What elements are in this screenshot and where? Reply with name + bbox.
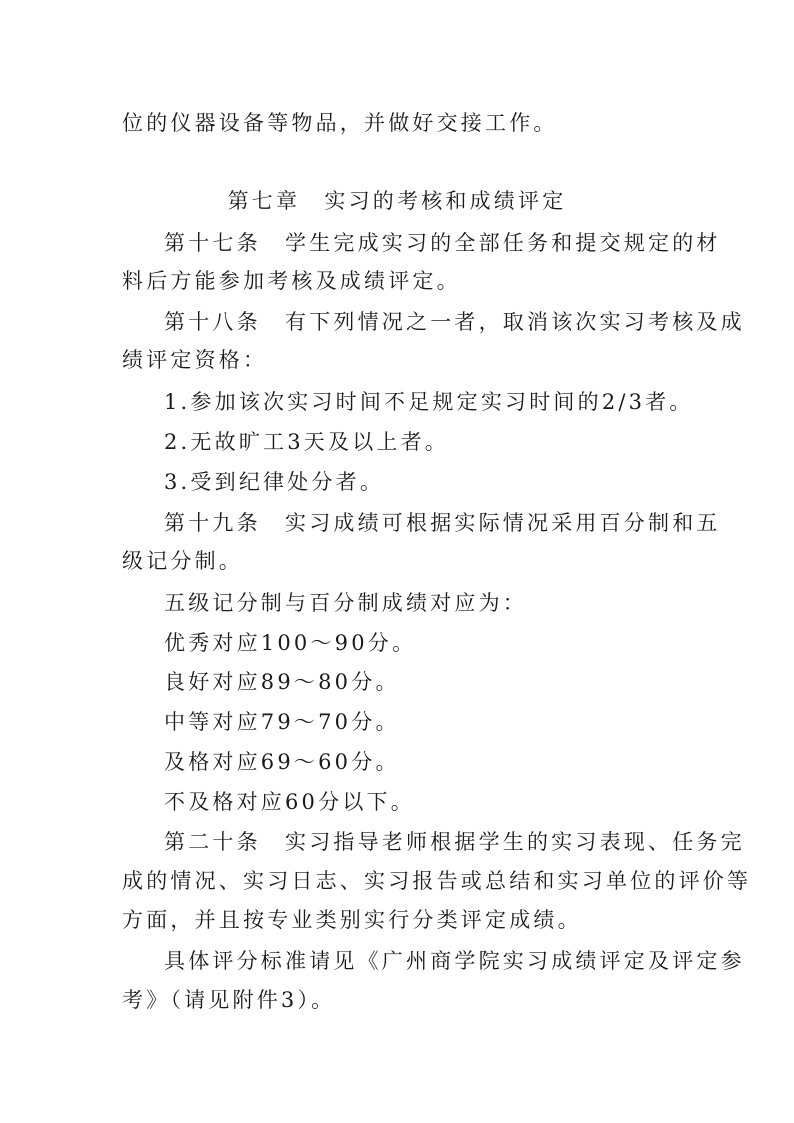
chapter-heading: 第七章 实习的考核和成绩评定	[227, 189, 567, 213]
closing-line-1: 具体评分标准请见《广州商学院实习成绩评定及评定参	[164, 949, 745, 973]
grade-excellent: 优秀对应100～90分。	[164, 631, 417, 655]
grade-medium: 中等对应79～70分。	[164, 710, 400, 734]
grade-intro: 五级记分制与百分制成绩对应为：	[164, 591, 527, 615]
grade-pass: 及格对应69～60分。	[164, 750, 400, 774]
carryover-line: 位的仪器设备等物品，并做好交接工作。	[122, 111, 558, 135]
closing-line-2: 考》（请见附件3）。	[122, 988, 336, 1012]
article-18-item-3: 3.受到纪律处分者。	[164, 470, 385, 494]
article-20-line-2: 成的情况、实习日志、实习报告或总结和实习单位的评价等	[122, 869, 752, 893]
article-18-line-1: 第十八条 有下列情况之一者，取消该次实习考核及成	[164, 310, 745, 334]
article-19-line-1: 第十九条 实习成绩可根据实际情况采用百分制和五	[164, 511, 721, 535]
article-17-line-1: 第十七条 学生完成实习的全部任务和提交规定的材	[164, 231, 721, 255]
article-17-line-2: 料后方能参加考核及成绩评定。	[122, 269, 461, 293]
grade-fail: 不及格对应60分以下。	[164, 790, 415, 814]
article-20-line-3: 方面，并且按专业类别实行分类评定成绩。	[122, 908, 582, 932]
article-20-line-1: 第二十条 实习指导老师根据学生的实习表现、任务完	[164, 830, 745, 854]
article-18-item-1: 1.参加该次实习时间不足规定实习时间的2/3者。	[164, 390, 694, 414]
article-19-line-2: 级记分制。	[122, 549, 243, 573]
article-18-line-2: 绩评定资格：	[122, 348, 268, 372]
grade-good: 良好对应89～80分。	[164, 670, 400, 694]
article-18-item-2: 2.无故旷工3天及以上者。	[164, 430, 449, 454]
